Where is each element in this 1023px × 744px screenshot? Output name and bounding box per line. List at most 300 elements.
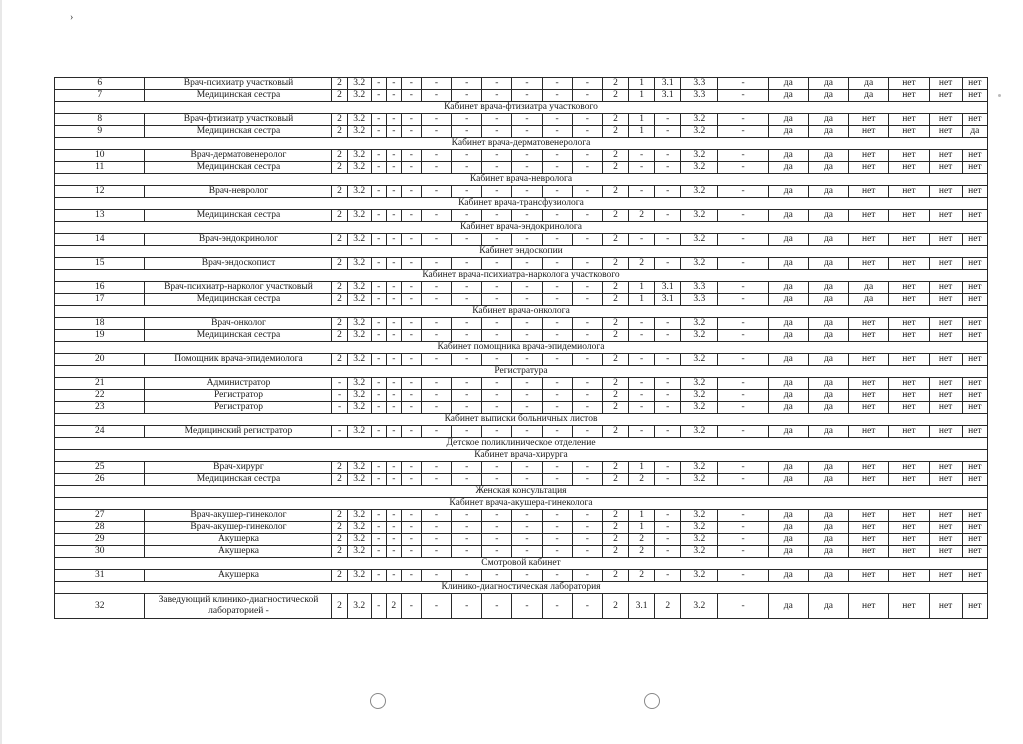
table-cell: 3.3 — [681, 282, 718, 294]
table-cell: - — [452, 546, 482, 558]
table-cell: - — [718, 210, 768, 222]
table-cell: - — [386, 378, 401, 390]
table-cell: - — [421, 318, 451, 330]
row-number: 12 — [55, 186, 145, 198]
position-title: Медицинская сестра — [145, 294, 332, 306]
table-cell: - — [371, 534, 386, 546]
table-cell: да — [808, 570, 848, 582]
table-cell: нет — [889, 522, 929, 534]
table-row — [55, 126, 988, 138]
table-cell: - — [371, 510, 386, 522]
table-cell: 2 — [332, 90, 347, 102]
table-cell: - — [655, 330, 681, 342]
table-cell: - — [401, 510, 421, 522]
table-cell: - — [421, 462, 451, 474]
table-row — [55, 522, 988, 534]
table-cell: - — [452, 294, 482, 306]
table-cell: - — [542, 474, 572, 486]
table-cell: - — [452, 594, 482, 619]
table-cell: нет — [849, 462, 889, 474]
table-row — [55, 150, 988, 162]
row-number: 14 — [55, 234, 145, 246]
table-cell: - — [718, 474, 768, 486]
table-cell: - — [572, 546, 602, 558]
row-number: 9 — [55, 126, 145, 138]
table-cell: - — [482, 378, 512, 390]
table-cell: - — [371, 354, 386, 366]
table-cell: да — [768, 390, 808, 402]
table-cell: да — [768, 78, 808, 90]
table-cell: - — [655, 210, 681, 222]
table-cell: - — [655, 426, 681, 438]
table-cell: нет — [929, 378, 962, 390]
table-cell: нет — [929, 294, 962, 306]
table-cell: 3.2 — [681, 354, 718, 366]
table-cell: - — [452, 534, 482, 546]
table-cell: - — [332, 426, 347, 438]
table-cell: нет — [929, 126, 962, 138]
table-cell: - — [572, 570, 602, 582]
section-title: Кабинет врача-эндокринолога — [55, 222, 988, 234]
table-cell: - — [482, 546, 512, 558]
table-cell: нет — [889, 258, 929, 270]
table-cell: 2 — [629, 474, 655, 486]
table-cell: нет — [889, 426, 929, 438]
table-cell: да — [808, 282, 848, 294]
table-cell: да — [808, 234, 848, 246]
table-cell: да — [808, 594, 848, 619]
table-cell: - — [482, 354, 512, 366]
table-cell: - — [718, 258, 768, 270]
table-cell: да — [768, 282, 808, 294]
table-cell: нет — [962, 294, 987, 306]
table-cell: - — [482, 534, 512, 546]
table-cell: - — [655, 162, 681, 174]
table-cell: - — [482, 570, 512, 582]
table-cell: - — [421, 234, 451, 246]
section-title: Кабинет врача-психиатра-нарколога участкового — [55, 270, 988, 282]
table-cell: - — [655, 474, 681, 486]
section-title: Кабинет врача-фтизиатра участкового — [55, 102, 988, 114]
section-header-row — [55, 450, 988, 462]
table-cell: - — [421, 426, 451, 438]
table-cell: 2 — [332, 474, 347, 486]
table-cell: - — [629, 402, 655, 414]
table-cell: - — [452, 330, 482, 342]
section-header-row — [55, 558, 988, 570]
table-cell: 2 — [332, 258, 347, 270]
table-cell: - — [371, 426, 386, 438]
table-cell: - — [718, 186, 768, 198]
table-cell: 2 — [602, 150, 628, 162]
scan-mark: › — [70, 12, 74, 23]
table-cell: нет — [962, 390, 987, 402]
table-cell: - — [542, 390, 572, 402]
table-row — [55, 186, 988, 198]
table-cell: да — [808, 258, 848, 270]
table-row — [55, 402, 988, 414]
table-cell: - — [482, 390, 512, 402]
table-cell: 3.2 — [681, 570, 718, 582]
table-cell: нет — [962, 354, 987, 366]
table-cell: 3.2 — [347, 510, 371, 522]
table-cell: - — [482, 150, 512, 162]
table-cell: - — [542, 546, 572, 558]
position-title: Врач-онколог — [145, 318, 332, 330]
table-cell: 3.2 — [347, 210, 371, 222]
table-cell: - — [371, 162, 386, 174]
table-cell: 2 — [602, 294, 628, 306]
table-cell: - — [421, 90, 451, 102]
table-cell: - — [629, 330, 655, 342]
table-cell: 3.2 — [681, 234, 718, 246]
table-cell: 3.2 — [347, 114, 371, 126]
document-sheet — [54, 77, 988, 619]
table-cell: 3.2 — [681, 318, 718, 330]
table-cell: - — [421, 186, 451, 198]
table-cell: 3.2 — [347, 354, 371, 366]
table-cell: - — [572, 594, 602, 619]
table-cell: - — [718, 462, 768, 474]
table-cell: - — [655, 186, 681, 198]
table-cell: нет — [929, 330, 962, 342]
table-cell: - — [371, 186, 386, 198]
table-cell: - — [572, 426, 602, 438]
table-cell: - — [386, 90, 401, 102]
table-cell: - — [512, 510, 542, 522]
position-title: Акушерка — [145, 546, 332, 558]
table-cell: - — [542, 402, 572, 414]
table-cell: - — [512, 90, 542, 102]
table-cell: да — [768, 354, 808, 366]
row-number: 11 — [55, 162, 145, 174]
table-cell: нет — [929, 90, 962, 102]
table-cell: - — [386, 390, 401, 402]
section-header-row — [55, 342, 988, 354]
table-cell: - — [386, 282, 401, 294]
table-cell: 2 — [602, 318, 628, 330]
table-cell: - — [512, 234, 542, 246]
table-cell: нет — [962, 282, 987, 294]
table-cell: да — [768, 162, 808, 174]
table-cell: нет — [889, 330, 929, 342]
table-cell: нет — [929, 426, 962, 438]
row-number: 25 — [55, 462, 145, 474]
table-cell: да — [808, 330, 848, 342]
table-cell: - — [452, 390, 482, 402]
table-cell: 3.3 — [681, 90, 718, 102]
position-title: Регистратор — [145, 402, 332, 414]
table-cell: 2 — [602, 546, 628, 558]
table-cell: - — [421, 282, 451, 294]
table-cell: 3.2 — [681, 210, 718, 222]
table-cell: - — [512, 186, 542, 198]
table-cell: да — [768, 594, 808, 619]
table-cell: - — [655, 570, 681, 582]
table-cell: 1 — [629, 90, 655, 102]
table-cell: 3.2 — [347, 474, 371, 486]
table-cell: 1 — [629, 294, 655, 306]
table-cell: - — [512, 162, 542, 174]
table-cell: нет — [929, 354, 962, 366]
table-cell: нет — [889, 150, 929, 162]
table-cell: - — [718, 114, 768, 126]
table-cell: - — [371, 282, 386, 294]
table-cell: - — [421, 78, 451, 90]
table-cell: нет — [962, 462, 987, 474]
table-row — [55, 594, 988, 619]
table-cell: - — [572, 462, 602, 474]
table-cell: - — [482, 294, 512, 306]
table-cell: нет — [929, 522, 962, 534]
table-cell: нет — [889, 78, 929, 90]
table-cell: - — [421, 510, 451, 522]
table-cell: нет — [962, 546, 987, 558]
table-cell: - — [655, 114, 681, 126]
table-cell: да — [808, 510, 848, 522]
table-row — [55, 282, 988, 294]
table-cell: - — [452, 150, 482, 162]
table-cell: нет — [929, 390, 962, 402]
table-row — [55, 234, 988, 246]
section-header-row — [55, 486, 988, 498]
table-cell: - — [572, 402, 602, 414]
table-cell: - — [718, 126, 768, 138]
table-cell: - — [512, 570, 542, 582]
table-cell: - — [401, 126, 421, 138]
table-cell: - — [401, 186, 421, 198]
table-cell: 3.2 — [347, 282, 371, 294]
table-cell: - — [421, 534, 451, 546]
table-cell: - — [371, 150, 386, 162]
table-cell: да — [808, 162, 848, 174]
table-cell: - — [386, 210, 401, 222]
table-cell: 1 — [629, 78, 655, 90]
table-cell: 3.2 — [347, 318, 371, 330]
table-cell: - — [718, 570, 768, 582]
table-cell: 1 — [629, 522, 655, 534]
table-cell: - — [482, 234, 512, 246]
table-cell: да — [768, 126, 808, 138]
table-cell: - — [401, 78, 421, 90]
table-cell: 3.2 — [347, 234, 371, 246]
table-cell: - — [542, 318, 572, 330]
table-cell: - — [572, 78, 602, 90]
table-cell: - — [512, 354, 542, 366]
table-cell: - — [542, 534, 572, 546]
table-cell: нет — [849, 426, 889, 438]
table-cell: - — [421, 390, 451, 402]
table-cell: 2 — [602, 78, 628, 90]
table-cell: нет — [962, 78, 987, 90]
table-cell: да — [808, 546, 848, 558]
section-header-row — [55, 414, 988, 426]
table-cell: нет — [889, 402, 929, 414]
table-cell: да — [808, 78, 848, 90]
table-row — [55, 390, 988, 402]
table-cell: нет — [849, 126, 889, 138]
table-cell: - — [718, 330, 768, 342]
table-cell: 3.2 — [347, 90, 371, 102]
table-cell: - — [452, 258, 482, 270]
table-cell: - — [386, 426, 401, 438]
table-cell: да — [808, 294, 848, 306]
table-cell: - — [452, 234, 482, 246]
section-header-row — [55, 438, 988, 450]
position-title: Помощник врача-эпидемиолога — [145, 354, 332, 366]
table-cell: - — [542, 258, 572, 270]
table-cell: да — [768, 402, 808, 414]
table-cell: 2 — [602, 162, 628, 174]
table-cell: - — [512, 282, 542, 294]
table-cell: - — [452, 462, 482, 474]
table-cell: нет — [929, 162, 962, 174]
table-cell: да — [768, 330, 808, 342]
table-cell: - — [401, 330, 421, 342]
table-cell: - — [401, 390, 421, 402]
table-cell: 3.2 — [347, 378, 371, 390]
table-cell: - — [572, 330, 602, 342]
table-cell: 2 — [332, 570, 347, 582]
table-cell: - — [572, 282, 602, 294]
table-cell: 2 — [602, 390, 628, 402]
table-cell: - — [371, 258, 386, 270]
table-cell: да — [768, 510, 808, 522]
table-cell: - — [629, 234, 655, 246]
table-cell: - — [629, 162, 655, 174]
table-cell: - — [401, 258, 421, 270]
table-cell: 2 — [602, 282, 628, 294]
table-cell: - — [386, 462, 401, 474]
table-cell: 3.2 — [347, 462, 371, 474]
table-cell: нет — [962, 534, 987, 546]
table-cell: - — [542, 162, 572, 174]
table-cell: да — [808, 390, 848, 402]
table-cell: - — [572, 522, 602, 534]
table-cell: 2 — [332, 510, 347, 522]
table-cell: - — [371, 330, 386, 342]
table-cell: - — [421, 474, 451, 486]
table-cell: 2 — [332, 126, 347, 138]
table-cell: нет — [889, 294, 929, 306]
table-cell: - — [386, 162, 401, 174]
table-cell: 2 — [332, 150, 347, 162]
table-cell: - — [401, 534, 421, 546]
scan-edge — [0, 0, 2, 744]
table-cell: нет — [929, 534, 962, 546]
table-cell: - — [482, 114, 512, 126]
table-cell: - — [401, 402, 421, 414]
table-cell: нет — [849, 114, 889, 126]
table-cell: - — [572, 510, 602, 522]
table-cell: 2 — [602, 510, 628, 522]
table-cell: - — [401, 426, 421, 438]
position-title: Заведующий клинико-диагностической лабораторией - — [145, 594, 332, 619]
row-number: 27 — [55, 510, 145, 522]
table-cell: 1 — [629, 510, 655, 522]
table-cell: нет — [889, 378, 929, 390]
assessment-table — [54, 77, 988, 619]
section-title: Женская консультация — [55, 486, 988, 498]
table-cell: нет — [889, 186, 929, 198]
table-cell: - — [542, 282, 572, 294]
table-cell: - — [542, 210, 572, 222]
section-title: Кабинет эндоскопии — [55, 246, 988, 258]
row-number: 23 — [55, 402, 145, 414]
row-number: 24 — [55, 426, 145, 438]
table-row — [55, 474, 988, 486]
table-cell: 2 — [332, 534, 347, 546]
table-cell: 2 — [602, 570, 628, 582]
table-cell: - — [629, 150, 655, 162]
table-cell: - — [512, 210, 542, 222]
table-cell: - — [542, 594, 572, 619]
table-cell: - — [542, 78, 572, 90]
section-title: Кабинет врача-невролога — [55, 174, 988, 186]
position-title: Медицинская сестра — [145, 210, 332, 222]
punch-hole — [644, 693, 660, 709]
table-cell: - — [421, 594, 451, 619]
table-cell: - — [421, 162, 451, 174]
position-title: Медицинская сестра — [145, 330, 332, 342]
position-title: Медицинская сестра — [145, 162, 332, 174]
position-title: Врач-психиатр участковый — [145, 78, 332, 90]
table-cell: 2 — [332, 282, 347, 294]
table-cell: - — [482, 186, 512, 198]
table-cell: - — [386, 126, 401, 138]
table-cell: - — [629, 390, 655, 402]
row-number: 19 — [55, 330, 145, 342]
table-cell: - — [452, 282, 482, 294]
table-cell: - — [542, 114, 572, 126]
table-cell: 3.3 — [681, 78, 718, 90]
table-cell: - — [371, 462, 386, 474]
table-cell: да — [808, 90, 848, 102]
table-cell: - — [386, 474, 401, 486]
table-cell: - — [482, 522, 512, 534]
table-cell: 3.1 — [629, 594, 655, 619]
table-cell: - — [371, 390, 386, 402]
section-title: Кабинет врача-акушера-гинеколога — [55, 498, 988, 510]
table-cell: да — [768, 522, 808, 534]
table-cell: 3.2 — [681, 510, 718, 522]
table-cell: нет — [962, 378, 987, 390]
table-cell: - — [371, 114, 386, 126]
table-cell: - — [482, 78, 512, 90]
table-cell: нет — [849, 150, 889, 162]
table-cell: - — [542, 90, 572, 102]
table-cell: - — [452, 90, 482, 102]
position-title: Акушерка — [145, 570, 332, 582]
table-row — [55, 462, 988, 474]
section-header-row — [55, 198, 988, 210]
table-cell: - — [401, 570, 421, 582]
table-cell: - — [482, 210, 512, 222]
position-title: Регистратор — [145, 390, 332, 402]
table-cell: - — [718, 294, 768, 306]
table-cell: - — [452, 522, 482, 534]
section-title: Детское поликлиническое отделение — [55, 438, 988, 450]
row-number: 31 — [55, 570, 145, 582]
table-cell: - — [572, 534, 602, 546]
table-cell: нет — [962, 150, 987, 162]
table-cell: 3.2 — [347, 594, 371, 619]
position-title: Медицинская сестра — [145, 126, 332, 138]
table-cell: - — [512, 114, 542, 126]
table-cell: нет — [889, 462, 929, 474]
section-header-row — [55, 366, 988, 378]
table-cell: - — [718, 534, 768, 546]
